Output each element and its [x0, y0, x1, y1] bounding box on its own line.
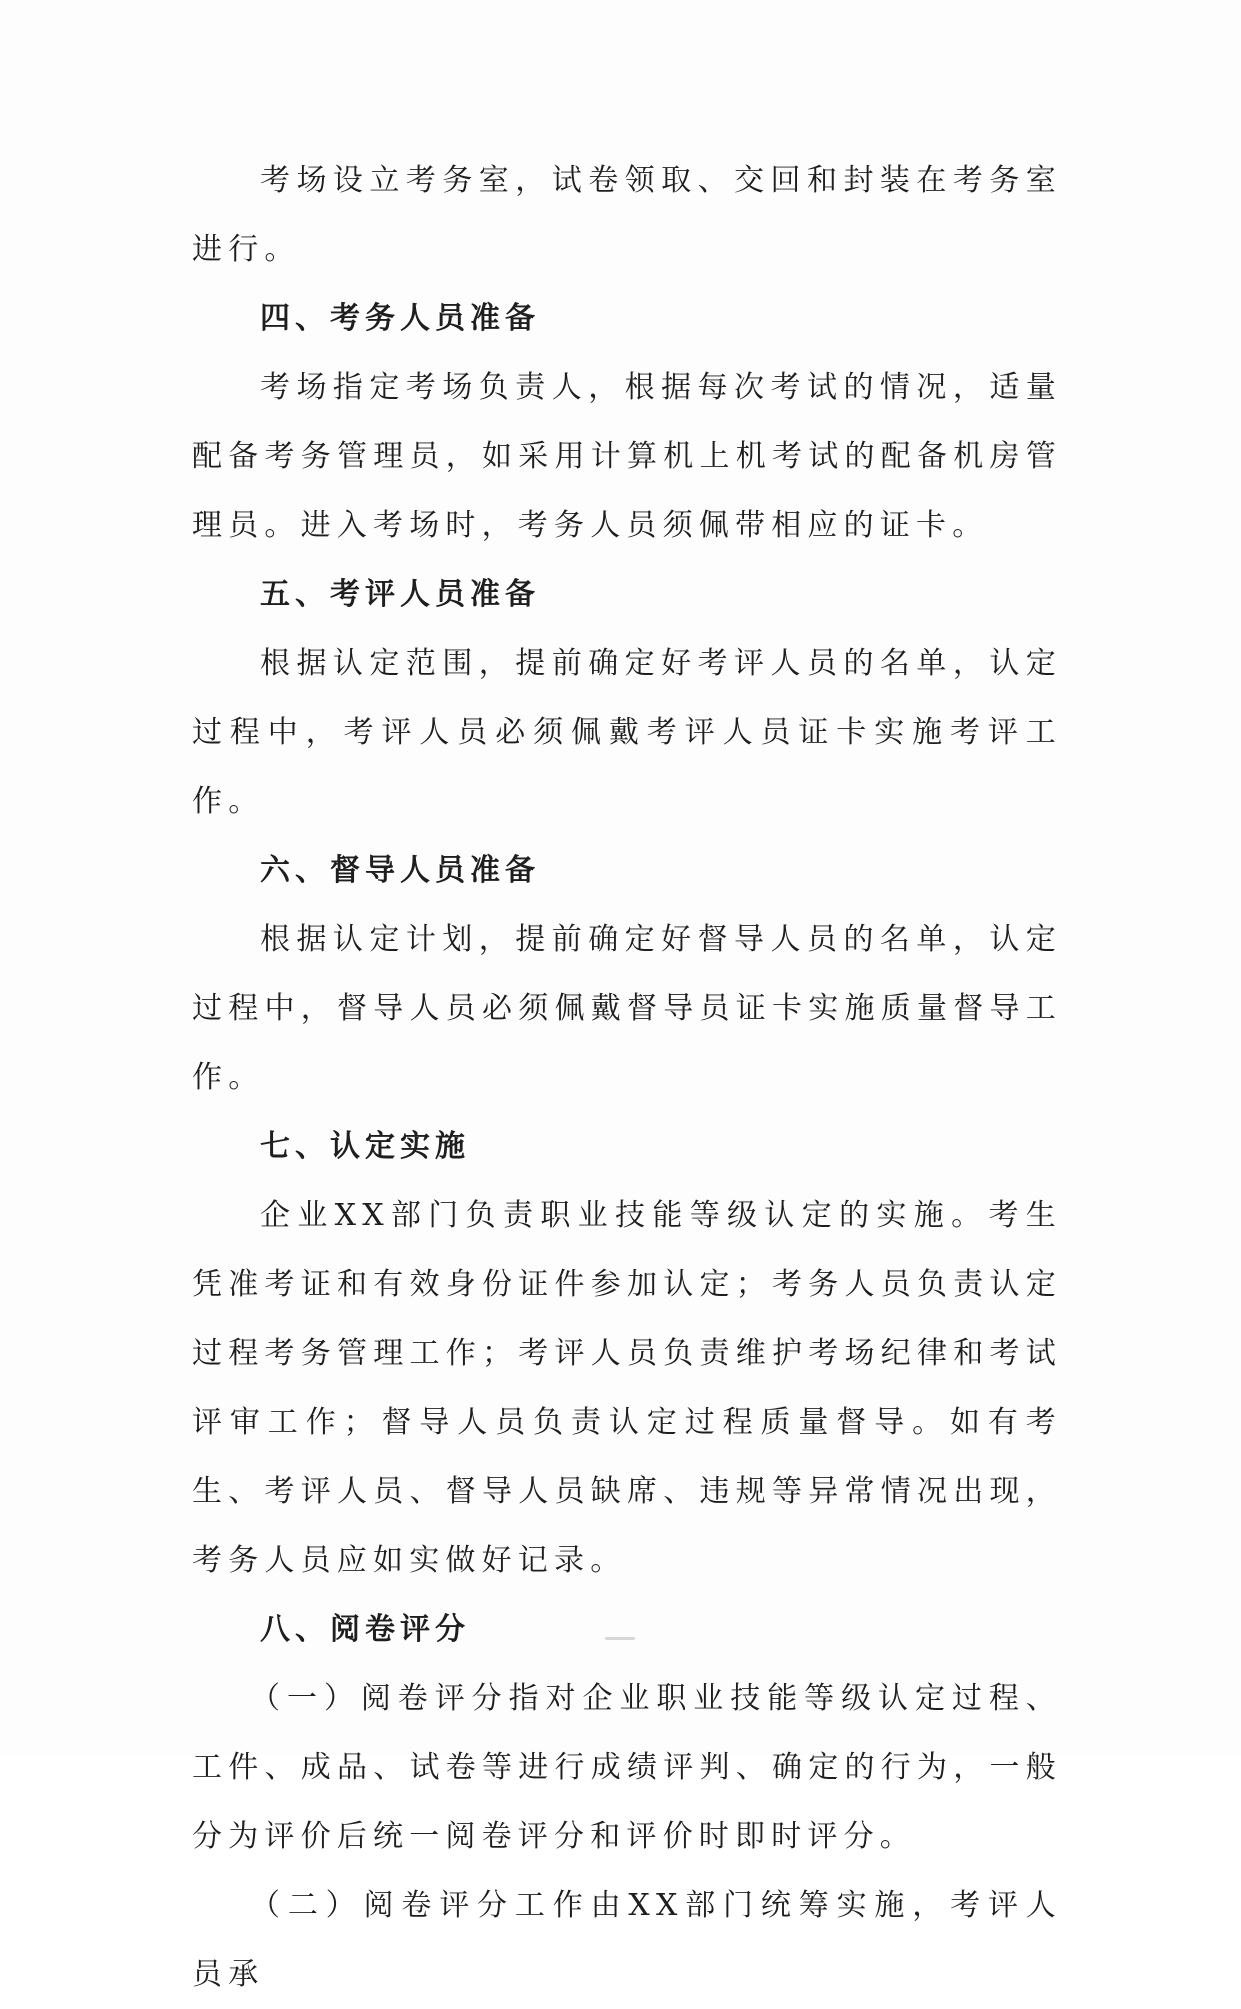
paragraph-exam-staff: 考场指定考场负责人，根据每次考试的情况，适量配备考务管理员，如采用计算机上机考试的配备机房管理员。进入考场时，考务人员须佩带相应的证卡。 [192, 370, 1062, 543]
heading-supervisor-preparation: 六、督导人员准备 [260, 853, 540, 888]
heading-grading: 八、阅卷评分 [260, 1612, 470, 1647]
heading-examiner-preparation: 五、考评人员准备 [260, 577, 540, 612]
paragraph-supervisor: 根据认定计划，提前确定好督导人员的名单，认定过程中，督导人员必须佩戴督导员证卡实施质量督导工作。 [192, 922, 1062, 1095]
heading-exam-staff-preparation: 四、考务人员准备 [260, 301, 540, 336]
paragraph-exam-office: 考场设立考务室，试卷领取、交回和封装在考务室进行。 [192, 163, 1062, 267]
heading-certification-implementation: 七、认定实施 [260, 1129, 470, 1164]
paragraph-grading-organization: （二）阅卷评分工作由XX部门统筹实施，考评人员承 [192, 1888, 1062, 1992]
paragraph-certification-implementation: 企业XX部门负责职业技能等级认定的实施。考生凭准考证和有效身份证件参加认定；考务人员负责认定过程考务管理工作；考评人员负责维护考场纪律和考试评审工作；督导人员负责认定过程质量督导。如有考生、考评人员、督导人员缺席、违规等异常情况出现，考务人员应如实做好记录。 [192, 1198, 1062, 1578]
document-body [192, 146, 1062, 2009]
paragraph-grading-definition: （一）阅卷评分指对企业职业技能等级认定过程、工件、成品、试卷等进行成绩评判、确定的行为，一般分为评价后统一阅卷评分和评价时即时评分。 [192, 1681, 1062, 1854]
paragraph-examiner: 根据认定范围，提前确定好考评人员的名单，认定过程中，考评人员必须佩戴考评人员证卡实施考评工作。 [192, 646, 1062, 819]
scan-mark [605, 1637, 635, 1640]
